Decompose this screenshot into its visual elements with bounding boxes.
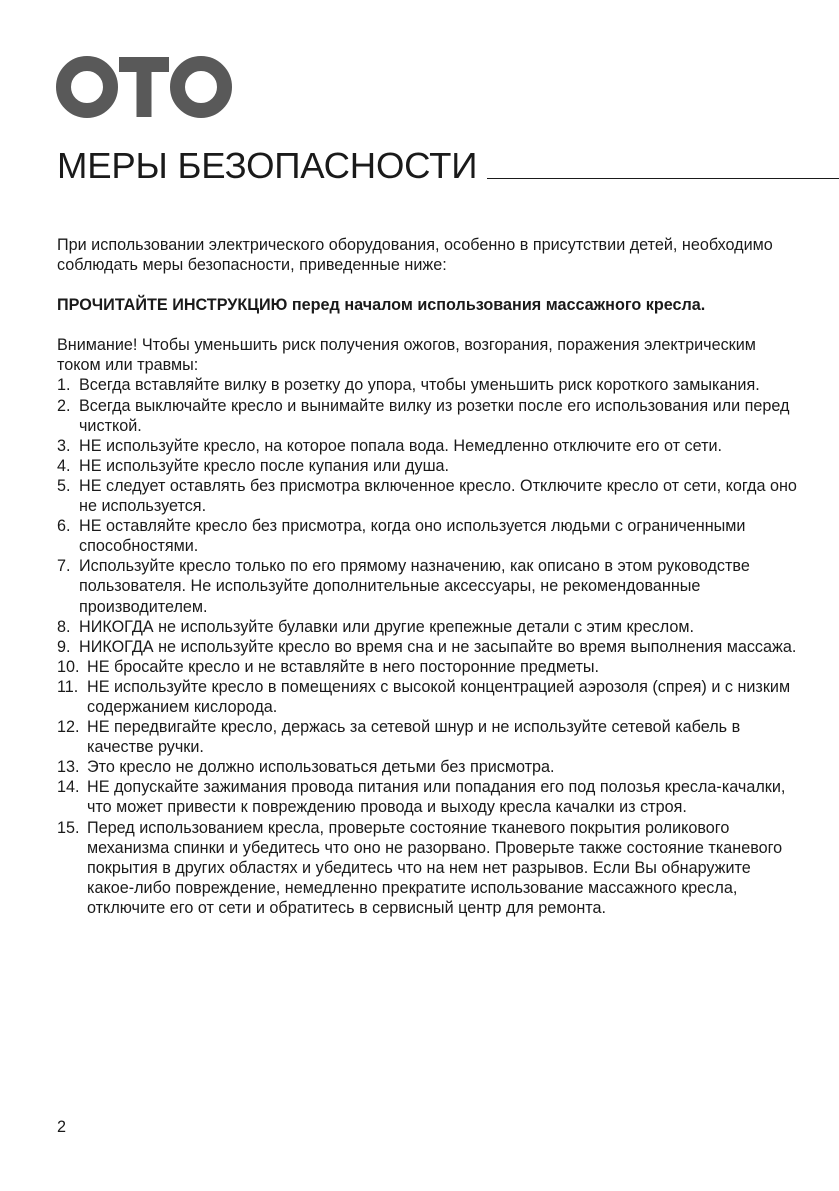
rule-text: НЕ передвигайте кресло, держась за сетевой шнур и не используйте сетевой кабель в качестве ручки. (87, 718, 741, 757)
safety-rules-list (57, 375, 797, 918)
rule-number: 11. (57, 677, 79, 696)
rule-number: 5. (57, 476, 71, 495)
rule-number: 9. (57, 637, 71, 656)
rule-text: Используйте кресло только по его прямому назначению, как описано в этом руководстве пользователя. Не используйте дополнительные аксессуары, не рекомендованные производителем. (79, 557, 750, 616)
rule-item (57, 476, 797, 516)
safety-content (57, 235, 797, 918)
rule-item (57, 375, 797, 395)
rule-number: 1. (57, 376, 71, 395)
section-header (57, 143, 839, 187)
title-underline (487, 178, 839, 179)
rule-text: НИКОГДА не используйте кресло во время сна и не засыпайте во время выполнения массажа. (79, 637, 797, 656)
read-instruction-line (57, 295, 797, 315)
rule-item (57, 818, 797, 918)
rule-item (57, 556, 797, 616)
rule-text: НЕ используйте кресло, на которое попала вода. Немедленно отключите его от сети. (79, 436, 723, 455)
read-instruction-emphasis: ПРОЧИТАЙТЕ ИНСТРУКЦИЮ (57, 296, 288, 315)
rule-item (57, 436, 797, 456)
rule-text: НЕ следует оставлять без присмотра включенное кресло. Отключите кресло от сети, когда оно не используется. (79, 476, 797, 516)
rule-text: Всегда выключайте кресло и вынимайте вилку из розетки после его использования или перед чисткой. (79, 396, 790, 435)
rule-number: 2. (57, 396, 71, 415)
page-number: 2 (57, 1118, 67, 1136)
rule-text: НЕ бросайте кресло и не вставляйте в него посторонние предметы. (87, 657, 599, 676)
rule-item (57, 757, 797, 777)
page-title: МЕРЫ БЕЗОПАСНОСТИ (57, 145, 478, 186)
rule-item (57, 657, 797, 677)
rule-item (57, 617, 797, 637)
rule-number: 7. (57, 557, 71, 576)
rule-item (57, 637, 797, 657)
rule-text: Перед использованием кресла, проверьте состояние тканевого покрытия роликового механизма спинки и убедитесь что оно не разорвано. Проверьте также состояние тканевого покрытия в других областях и убедитесь что на нем нет разрывов. Если Вы обнаружите какое-либо повреждение, немедленно прекратите использование массажного кресла, отключите его от сети и обратитесь в сервисный центр для ремонта. (87, 818, 783, 917)
rule-item (57, 516, 797, 556)
rule-number: 4. (57, 456, 71, 475)
rule-item (57, 456, 797, 476)
rule-number: 15. (57, 818, 80, 837)
intro-paragraph: При использовании электрического оборудования, особенно в присутствии детей, необходимо соблюдать меры безопасности, приведенные ниже: (57, 236, 773, 275)
rule-item (57, 717, 797, 757)
rule-text: НЕ оставляйте кресло без присмотра, когда оно используется людьми с ограниченными способностями. (79, 517, 746, 556)
brand-logo (56, 56, 232, 118)
rule-number: 6. (57, 517, 71, 536)
rule-text: НЕ используйте кресло после купания или душа. (79, 456, 450, 475)
rule-text: НЕ допускайте зажимания провода питания или попадания его под полозья кресла-качалки, что может привести к повреждению провода и выходу кресла качалки из строя. (87, 778, 786, 817)
rule-text: НЕ используйте кресло в помещениях с высокой концентрацией аэрозоля (спрея) и с низким содержанием кислорода. (87, 677, 791, 716)
rule-number: 13. (57, 758, 80, 777)
rule-number: 14. (57, 778, 80, 797)
rule-text: Всегда вставляйте вилку в розетку до упора, чтобы уменьшить риск короткого замыкания. (79, 376, 760, 395)
rule-number: 8. (57, 617, 71, 636)
rule-item (57, 396, 797, 436)
warning-paragraph: Внимание! Чтобы уменьшить риск получения ожогов, возгорания, поражения электрическим током или травмы: (57, 336, 756, 375)
rule-text: Это кресло не должно использоваться детьми без присмотра. (87, 758, 555, 777)
rule-item (57, 777, 797, 817)
rule-number: 3. (57, 436, 71, 455)
rule-number: 12. (57, 718, 80, 737)
read-instruction-rest: перед началом использования массажного кресла. (287, 296, 706, 315)
rule-text: НИКОГДА не используйте булавки или другие крепежные детали с этим креслом. (79, 617, 694, 636)
rule-number: 10. (57, 657, 80, 676)
rule-item (57, 677, 797, 717)
